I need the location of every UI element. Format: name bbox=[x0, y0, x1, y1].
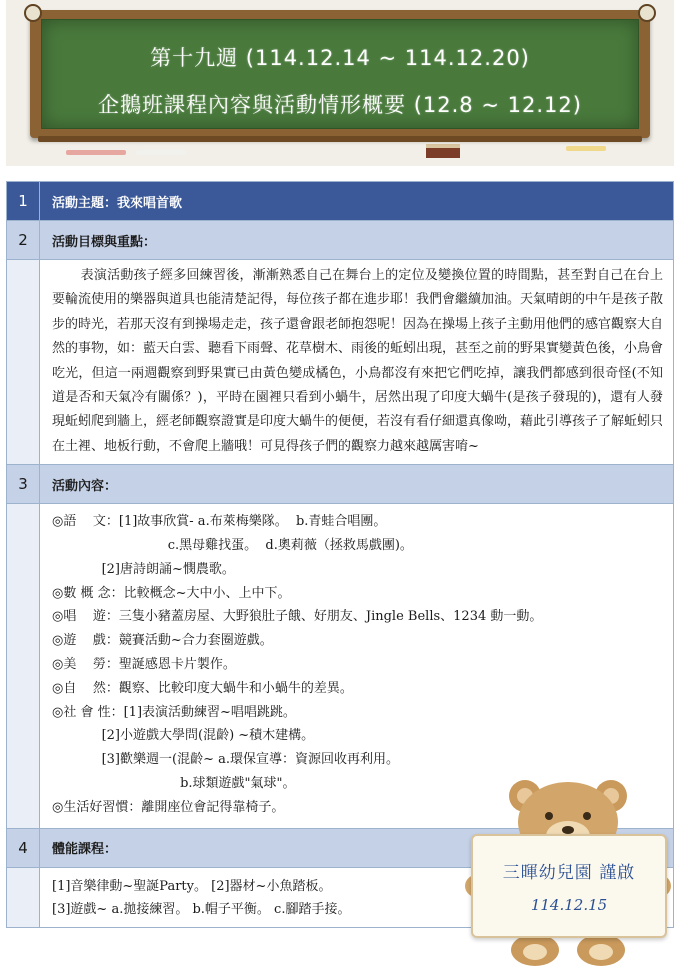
section-activities-title: 活動內容： bbox=[40, 465, 674, 504]
chalk-ledge bbox=[38, 136, 642, 142]
list-item: ◎美 勞：聖誕感恩卡片製作。 bbox=[52, 657, 236, 673]
pin-icon bbox=[638, 4, 656, 22]
list-item: ◎生活好習慣：離開座位會記得靠椅子。 bbox=[52, 799, 285, 815]
signature-sign bbox=[471, 834, 667, 938]
list-item: [2]唐詩朗誦~憫農歌。 bbox=[52, 561, 235, 577]
list-item: [3]歡樂週一(混齡~ a.環保宣導：資源回收再利用。 bbox=[52, 752, 399, 768]
chalk-decoration bbox=[136, 150, 186, 155]
list-item: [2]小遊戲大學問(混齡) ~積木建構。 bbox=[52, 728, 315, 744]
section-activities-header bbox=[7, 465, 674, 504]
list-item: ◎遊 戲：競賽活動~合力套圈遊戲。 bbox=[52, 633, 273, 649]
section-goals-header bbox=[7, 221, 674, 260]
section-number: 2 bbox=[7, 221, 40, 260]
chalk-decoration bbox=[566, 146, 606, 151]
section-theme-row bbox=[7, 182, 674, 221]
list-item: ◎社 會 性：[1]表演活動練習~唱唱跳跳。 bbox=[52, 704, 296, 720]
section-number: 3 bbox=[7, 465, 40, 504]
list-item: ◎數 概 念：比較概念~大中小、上中下。 bbox=[52, 585, 291, 601]
week-title: 第十九週 (114.12.14 ~ 114.12.20) bbox=[150, 46, 530, 70]
header-banner bbox=[6, 0, 674, 166]
list-item: b.球類遊戲"氣球"。 bbox=[52, 776, 296, 792]
class-title: 企鵝班課程內容與活動情形概要 (12.8 ~ 12.12) bbox=[98, 93, 582, 117]
section-number: 1 bbox=[7, 182, 40, 221]
school-signature: 三暉幼兒園 謹啟 bbox=[502, 863, 636, 883]
section-goals-body bbox=[7, 260, 674, 465]
list-item: ◎語 文：[1]故事欣賞- a.布萊梅樂隊。 b.青蛙合唱團。 bbox=[52, 514, 387, 530]
chalkboard-surface bbox=[41, 19, 639, 129]
list-item: [3]遊戲~ a.拋接練習。 b.帽子平衡。 c.腳踏手接。 bbox=[52, 901, 351, 917]
section-goals-title: 活動目標與重點： bbox=[40, 221, 674, 260]
chalkboard bbox=[30, 10, 650, 138]
eraser-decoration bbox=[426, 144, 460, 158]
section-number: 4 bbox=[7, 828, 40, 867]
list-item: ◎自 然：觀察、比較印度大蝸牛和小蝸牛的差異。 bbox=[52, 680, 353, 696]
list-item: ◎唱 遊：三隻小豬蓋房屋、大野狼肚子餓、好朋友、Jingle Bells、1234 動一動。 bbox=[52, 609, 543, 625]
bear-signature-stamp bbox=[463, 774, 673, 970]
chalk-decoration bbox=[66, 150, 126, 155]
list-item: c.黑母雞找蛋。 d.奧莉薇（拯救馬戲團)。 bbox=[52, 538, 413, 554]
pin-icon bbox=[24, 4, 42, 22]
section-pe-title: 體能課程： bbox=[40, 828, 674, 867]
goals-paragraph: 表演活動孩子經多回練習後，漸漸熟悉自己在舞台上的定位及變換位置的時間點，甚至對自己在台上要輪流使用的樂器與道具也能清楚記得，每位孩子都在進步耶！我們會繼續加油。天氣晴朗的中午是孩子散步的時光，若那天沒有到操場走走，孩子還會跟老師抱怨呢！因為在操場上孩子主動用他們的感官觀察大自然的事物，如：藍天白雲、聽看下雨聲、花草樹木、雨後的蚯蚓出現，甚至之前的野果實變黃色後，小鳥會吃光，但這一兩週觀察到野果實已由黃色變成橘色，小鳥都沒有來把它們吃掉，讓我們都感到很奇怪(不知道是否和天氣冷有關係？)，平時在園裡只看到小蝸牛，居然出現了印度大蝸牛(是孩子發現的)，還有人發現蚯蚓爬到牆上，經老師觀察證實是印度大蝸牛的便便，若沒有看仔細還真像呦，藉此引導孩子了解蚯蚓只在土裡、地板行動，不會爬上牆哦！可見得孩子們的觀察力越來越厲害唷~ bbox=[52, 268, 664, 454]
signature-date: 114.12.15 bbox=[530, 896, 608, 914]
list-item: [1]音樂律動~聖誕Party。 [2]器材~小魚踏板。 bbox=[52, 878, 332, 894]
section-theme-title: 活動主題：我來唱首歌 bbox=[40, 182, 674, 221]
